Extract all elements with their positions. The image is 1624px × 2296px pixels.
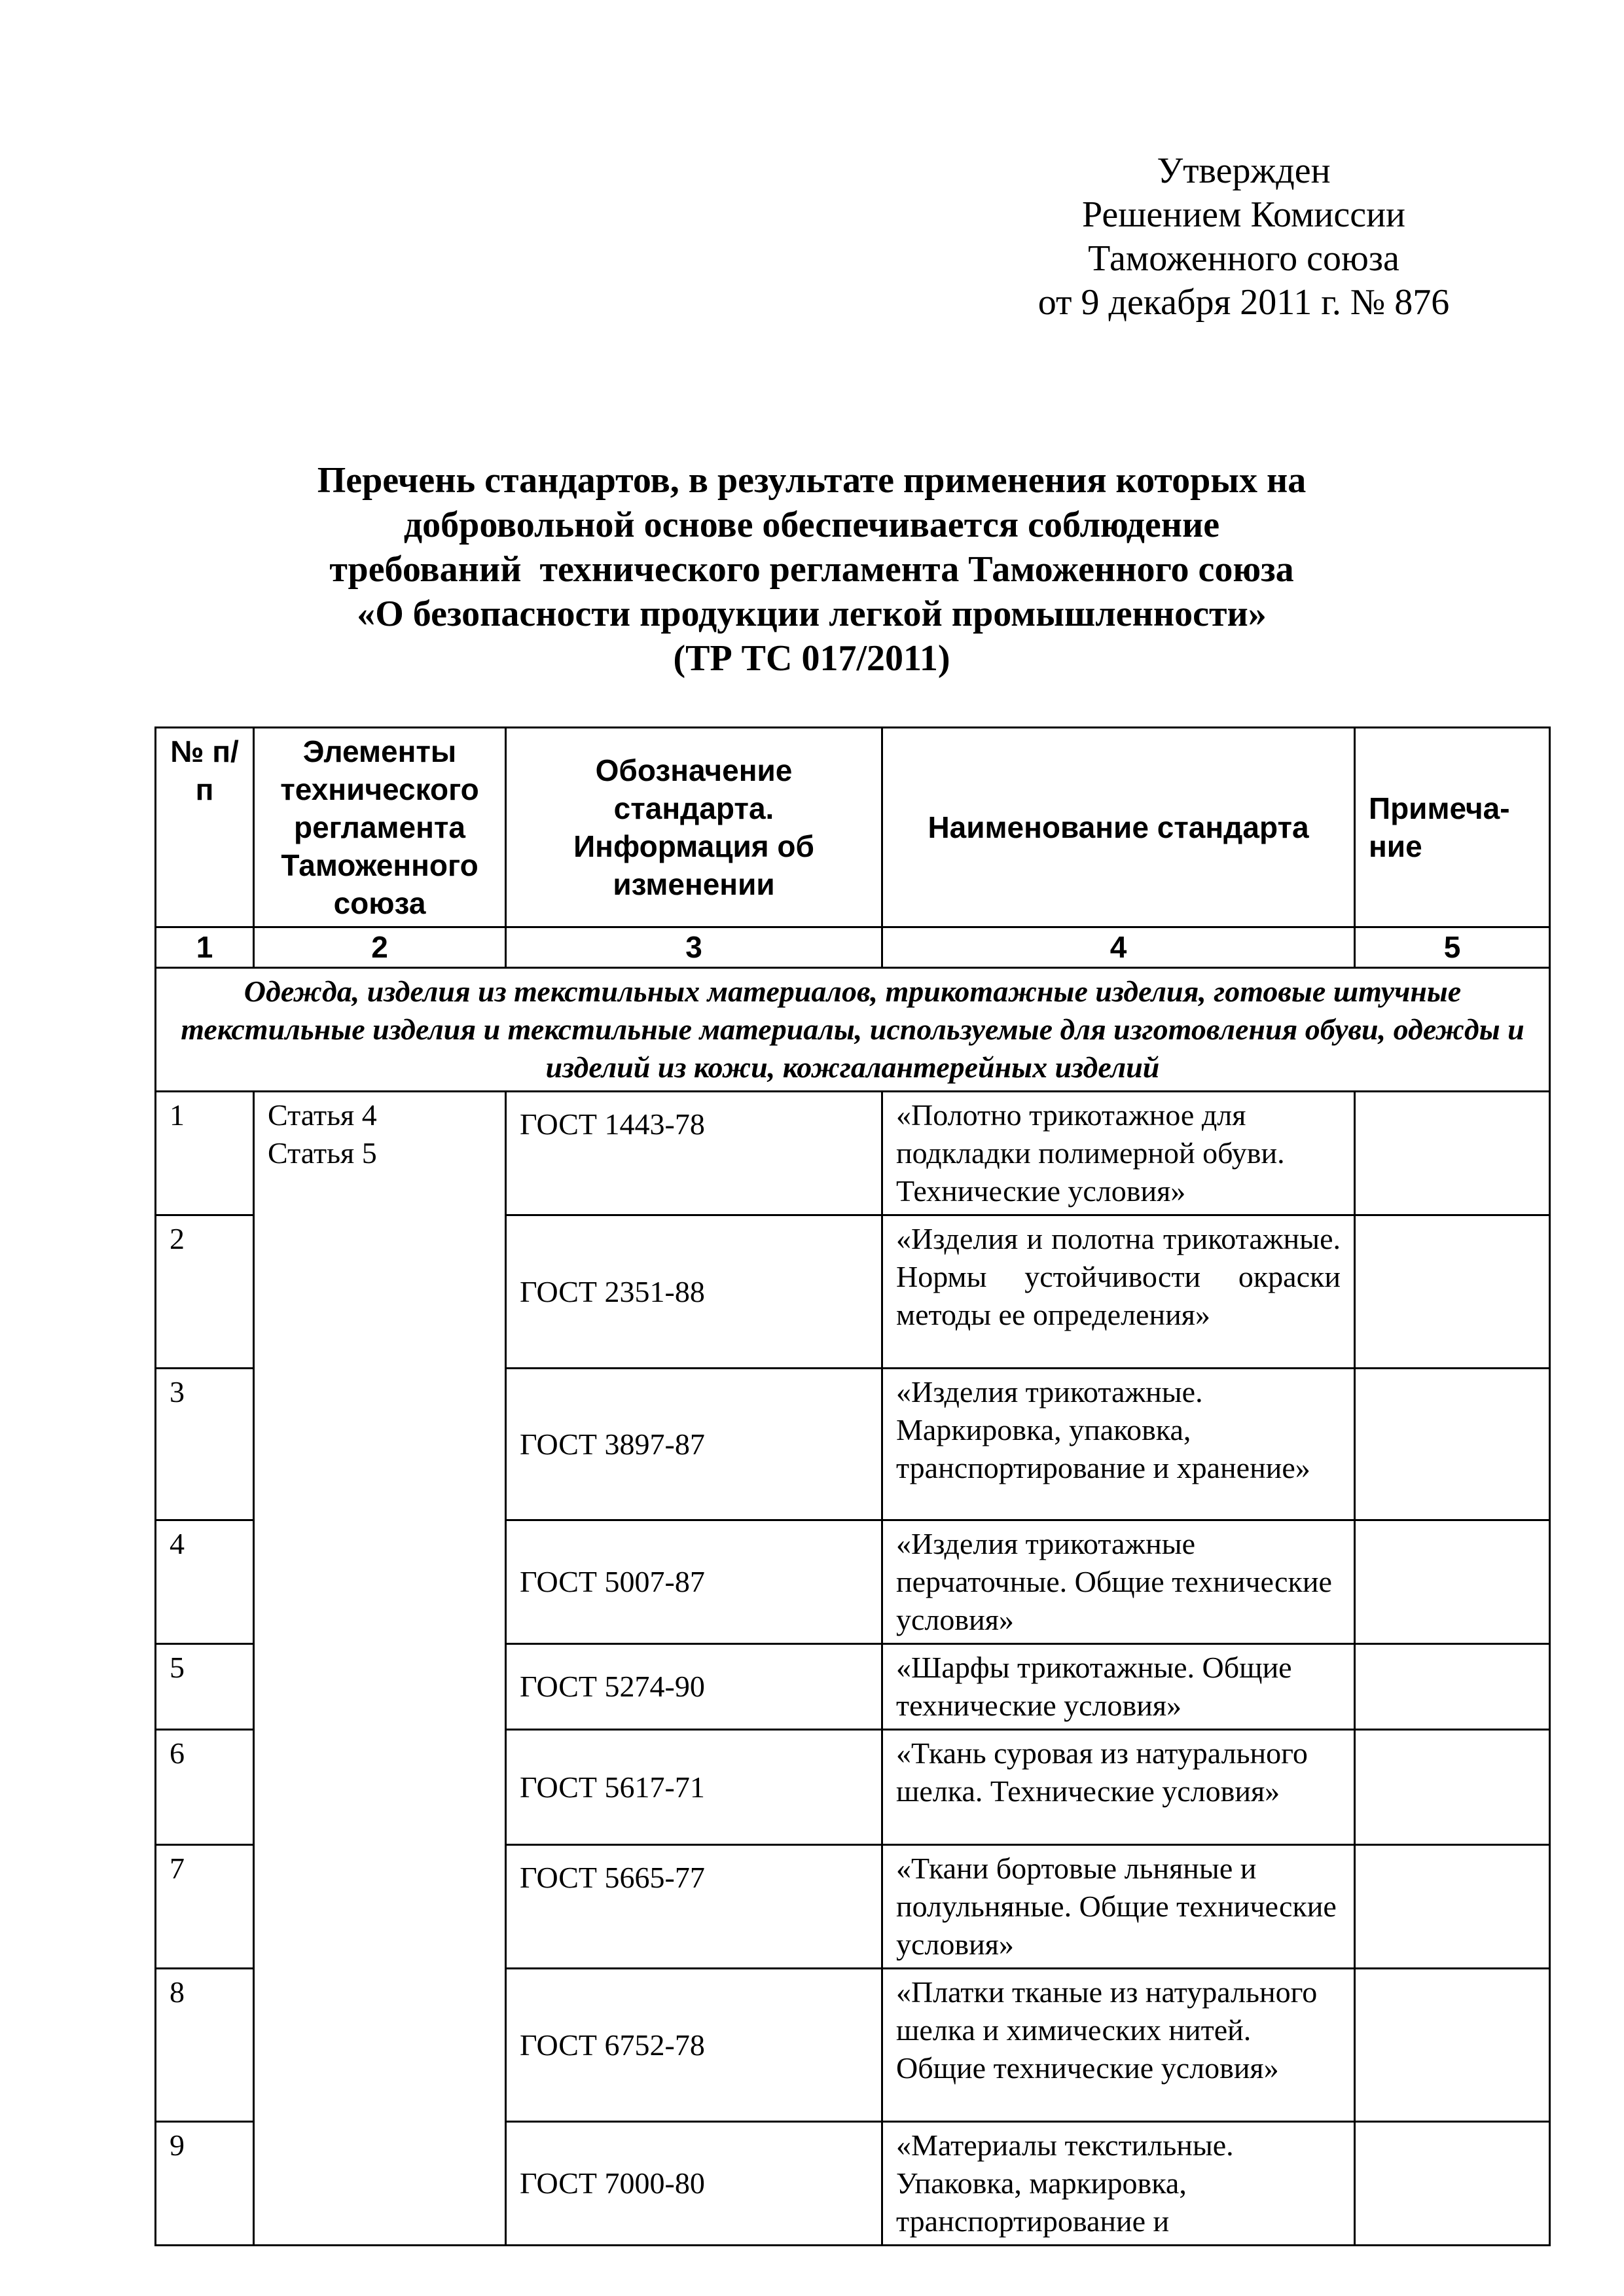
- row-num: 3: [156, 1369, 254, 1520]
- row-num: 9: [156, 2122, 254, 2246]
- table-header-row: [156, 728, 1550, 927]
- gost-code: ГОСТ 5617-71: [506, 1730, 882, 1845]
- section-row: [156, 968, 1550, 1092]
- standard-name: «Платки тканые из натурального шелка и химических нитей. Общие технические условия»: [882, 1969, 1355, 2122]
- articles-cell: [254, 1092, 506, 2246]
- title-line-4: «О безопасности продукции легкой промышленности»: [357, 594, 1267, 634]
- column-number-row: [156, 927, 1550, 968]
- gost-code: ГОСТ 5665-77: [506, 1845, 882, 1969]
- row-num: 6: [156, 1730, 254, 1845]
- article-item: Статья 5: [268, 1136, 377, 1170]
- column-number: 5: [1355, 927, 1550, 968]
- column-number: 4: [882, 927, 1355, 968]
- column-number: 3: [506, 927, 882, 968]
- note-cell: [1355, 1644, 1550, 1730]
- note-cell: [1355, 2122, 1550, 2246]
- note-cell: [1355, 1369, 1550, 1520]
- gost-code: ГОСТ 5274-90: [506, 1644, 882, 1730]
- standard-name: «Изделия трикотажные. Маркировка, упаковка, транспортирование и хранение»: [882, 1369, 1355, 1520]
- standard-name: «Материалы текстильные. Упаковка, маркировка, транспортирование и: [882, 2122, 1355, 2246]
- approval-block: [995, 149, 1492, 325]
- note-cell: [1355, 1520, 1550, 1644]
- standard-name: «Изделия и полотна трикотажные. Нормы устойчивости окраски методы ее определения»: [882, 1215, 1355, 1369]
- standard-name: «Ткань суровая из натурального шелка. Технические условия»: [882, 1730, 1355, 1845]
- note-cell: [1355, 1845, 1550, 1969]
- row-num: 8: [156, 1969, 254, 2122]
- column-number: 2: [254, 927, 506, 968]
- section-title: Одежда, изделия из текстильных материалов, трикотажные изделия, готовые штучные текстильные изделия и текстильные материалы, используемые для изготовления обуви, одежды и изделий из кожи, кожгалантерейных изделий: [156, 968, 1550, 1092]
- row-num: 2: [156, 1215, 254, 1369]
- gost-code: ГОСТ 6752-78: [506, 1969, 882, 2122]
- gost-code: ГОСТ 1443-78: [506, 1092, 882, 1215]
- approval-line-1: Утвержден: [1157, 151, 1331, 191]
- table-row: [156, 1092, 1550, 1215]
- header-num: № п/п: [156, 728, 254, 927]
- gost-code: ГОСТ 5007-87: [506, 1520, 882, 1644]
- gost-code: ГОСТ 3897-87: [506, 1369, 882, 1520]
- header-elements: Элементы технического регламента Таможенного союза: [254, 728, 506, 927]
- article-item: Статья 4: [268, 1098, 377, 1132]
- title-line-5: (ТР ТС 017/2011): [673, 638, 950, 679]
- standards-table: [154, 726, 1551, 2246]
- standard-name: «Полотно трикотажное для подкладки полимерной обуви. Технические условия»: [882, 1092, 1355, 1215]
- gost-code: ГОСТ 7000-80: [506, 2122, 882, 2246]
- title-line-2: добровольной основе обеспечивается соблюдение: [403, 505, 1220, 545]
- row-num: 7: [156, 1845, 254, 1969]
- standard-name: «Шарфы трикотажные. Общие технические условия»: [882, 1644, 1355, 1730]
- note-cell: [1355, 1215, 1550, 1369]
- note-cell: [1355, 1092, 1550, 1215]
- standard-name: «Ткани бортовые льняные и полульняные. Общие технические условия»: [882, 1845, 1355, 1969]
- title-line-1: Перечень стандартов, в результате применения которых на: [317, 460, 1307, 501]
- approval-line-4: от 9 декабря 2011 г. № 876: [1038, 282, 1450, 323]
- note-cell: [1355, 1730, 1550, 1845]
- column-number: 1: [156, 927, 254, 968]
- title-line-3: требований технического регламента Таможенного союза: [329, 549, 1294, 590]
- row-num: 1: [156, 1092, 254, 1215]
- approval-line-2: Решением Комиссии: [1081, 194, 1406, 235]
- header-name: Наименование стандарта: [882, 728, 1355, 927]
- row-num: 5: [156, 1644, 254, 1730]
- approval-line-3: Таможенного союза: [1088, 238, 1399, 279]
- note-cell: [1355, 1969, 1550, 2122]
- document-title: [157, 458, 1466, 681]
- gost-code: ГОСТ 2351-88: [506, 1215, 882, 1369]
- header-designation: Обозначение стандарта. Информация об изменении: [506, 728, 882, 927]
- row-num: 4: [156, 1520, 254, 1644]
- header-note: Примеча-ние: [1355, 728, 1550, 927]
- standard-name: «Изделия трикотажные перчаточные. Общие технические условия»: [882, 1520, 1355, 1644]
